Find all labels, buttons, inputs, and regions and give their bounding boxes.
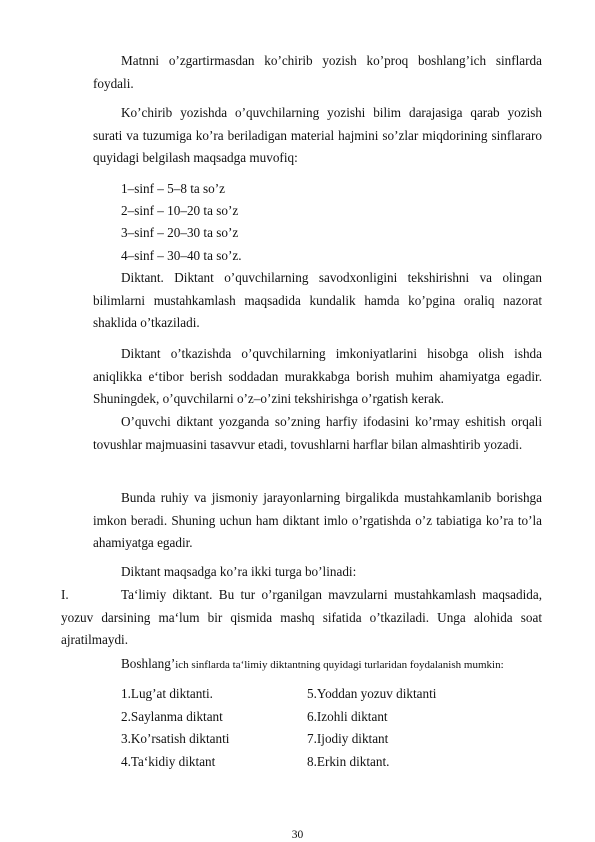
paragraph-copy-volume: Ko’chirib yozishda o’quvchilarning yozishi bilim darajasiga qarab yozish surati va tuzumiga ko’ra beriladigan material hajmini so’zlar miqdorining sinflararo quyidagi belgilash maqsadga muvofiq: — [93, 105, 542, 165]
paragraph-primary-types-intro: Boshlang’ich sinflarda ta‘limiy diktantning quyidagi turlaridan foydalanish mumkin: — [121, 656, 504, 671]
grade-3-line: 3–sinf – 20–30 ta so’z — [121, 225, 239, 240]
paragraph-copy-writing: Matnni o’zgartirmasdan ko’chirib yozish ko’proq boshlang’ich sinflarda foydali. — [93, 53, 542, 91]
paragraph-dictation-conduct: Diktant o’tkazishda o’quvchilarning imkoniyatlarini hisobga olish ishda aniqlikka e‘tibor berish soddadan murakkabga borish muhim ahamiyatga egadir. Shuningdek, o’quvchilarni o’z–o’zini tekshirishga o’rgatish kerak. — [93, 346, 542, 406]
page-number: 30 — [291, 829, 304, 841]
grade-4-line: 4–sinf – 30–40 ta so’z. — [121, 248, 242, 263]
paragraph-two-types: Diktant maqsadga ko’ra ikki turga bo’linadi: — [121, 564, 357, 579]
grade-2-line: 2–sinf – 10–20 ta so’z — [121, 203, 239, 218]
paragraph-processes: Bunda ruhiy va jismoniy jarayonlarning birgalikda mustahkamlanib borishga imkon beradi. Shuning uchun ham diktant imlo o’rgatishda o’z tabiatiga ko’ra to’la ahamiyatga egadir. — [93, 490, 542, 550]
list-item-type-7: 7.Ijodiy diktant — [307, 731, 389, 746]
list-item-type-8: 8.Erkin diktant. — [307, 754, 390, 769]
paragraph-educational-dictation: Ta‘limiy diktant. Bu tur o’rganilgan mavzularni mustahkamlash maqsadida, yozuv darsining ma‘lum bir qismida mashq sifatida o’tkaziladi. Unga alohida soat ajratilmaydi. — [61, 587, 542, 647]
list-item-type-3: 3.Ko’rsatish diktanti — [121, 731, 230, 746]
list-item-type-5: 5.Yoddan yozuv diktanti — [307, 686, 437, 701]
paragraph-student-perception: O’quvchi diktant yozganda so’zning harfiy ifodasini ko’rmay eshitish orqali tovushlar majmuasini tasavvur etadi, tovushlarni harflar bilan almashtirib yozadi. — [93, 414, 542, 452]
list-item-type-6: 6.Izohli diktant — [307, 709, 388, 724]
list-item-type-1: 1.Lug’at diktanti. — [121, 686, 213, 701]
paragraph-dictation-definition: Diktant. Diktant o’quvchilarning savodxonligini tekshirishni va olingan bilimlarni mustahkamlash maqsadida kundalik hamda ko’pgina oraliq nazorat shaklida o’tkaziladi. — [93, 270, 542, 330]
list-item-type-4: 4.Ta‘kidiy diktant — [121, 754, 216, 769]
list-item-type-2: 2.Saylanma diktant — [121, 709, 223, 724]
list-marker-roman-one: I. — [61, 587, 69, 602]
grade-1-line: 1–sinf – 5–8 ta so’z — [121, 181, 226, 196]
